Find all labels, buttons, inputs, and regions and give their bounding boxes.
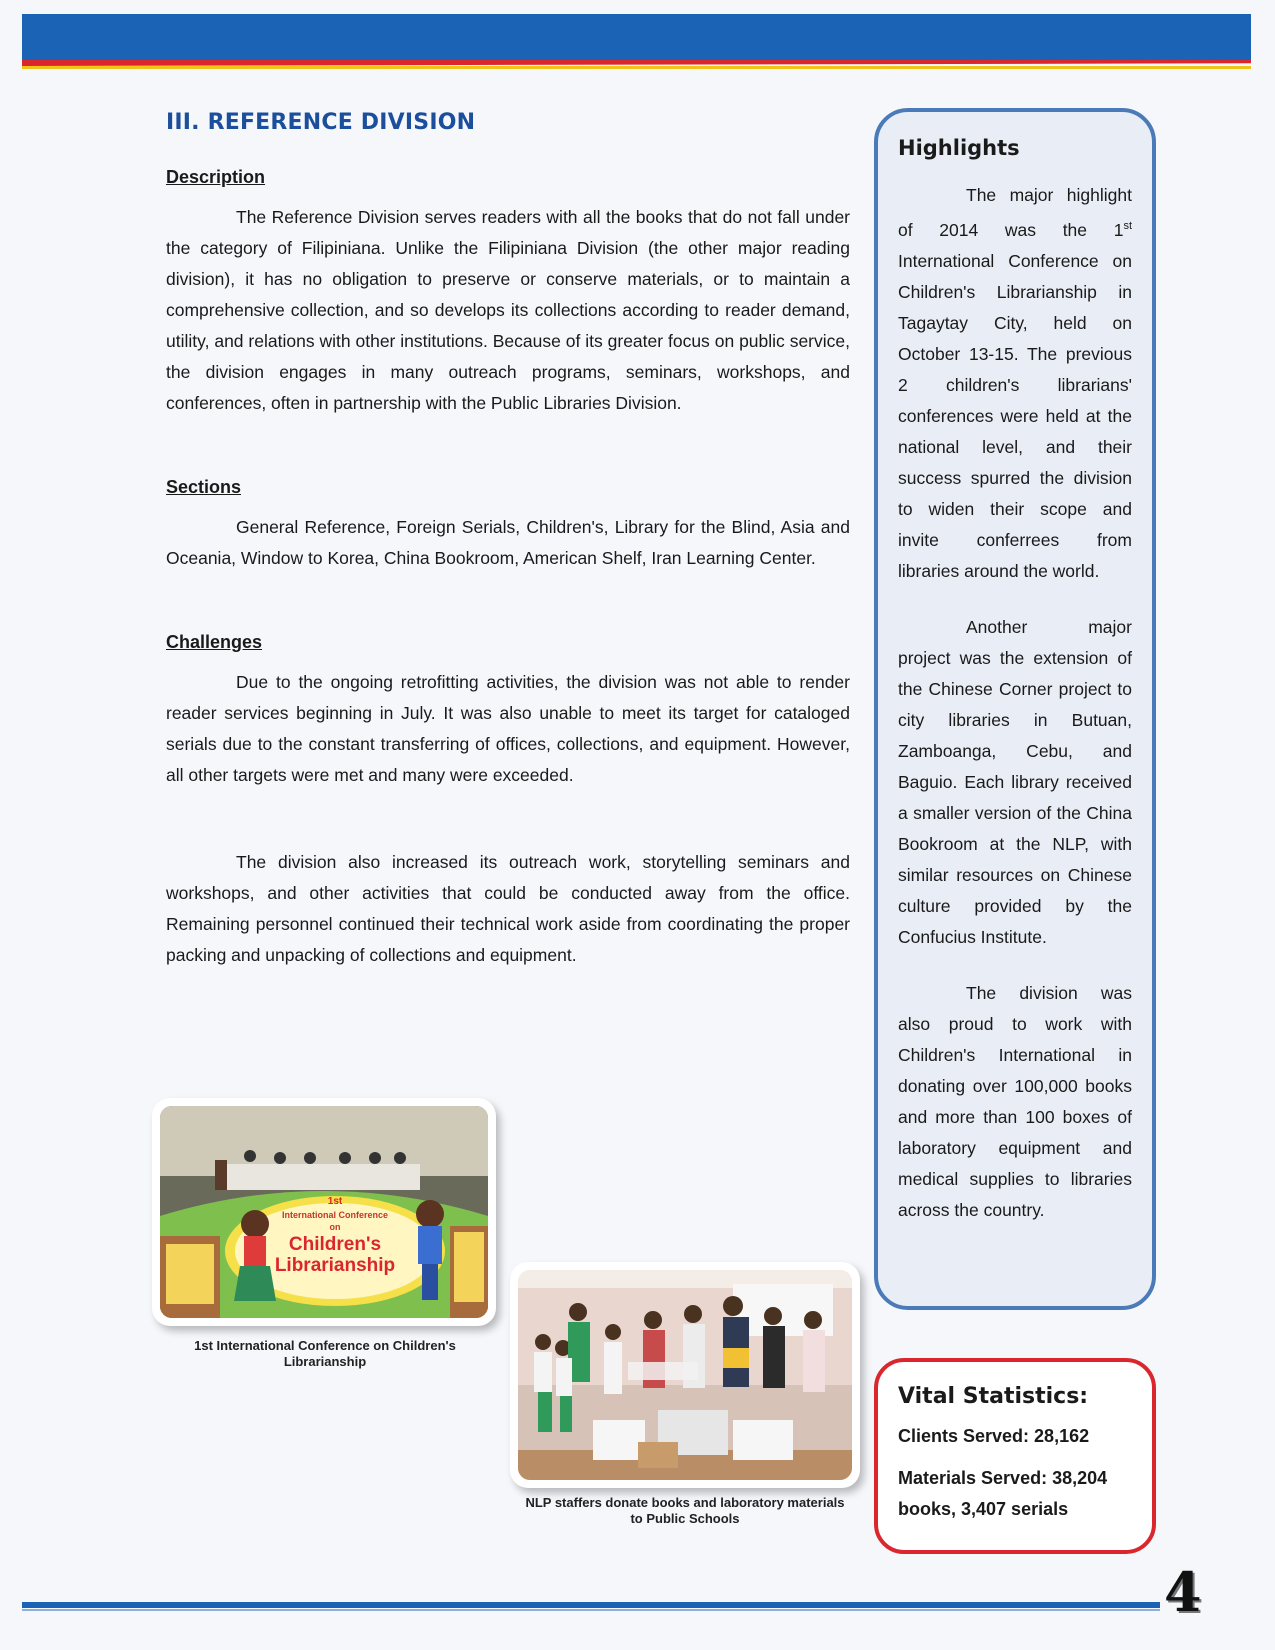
conference-photo [152,1098,496,1326]
main-column [166,110,850,971]
donation-photo-caption: NLP staffers donate books and laboratory materials to Public Schools [525,1495,845,1526]
banner-line-3: Children's [288,1234,382,1255]
highlights-box [874,108,1156,1310]
section-title: III. REFERENCE DIVISION [166,110,476,135]
banner-superscript: 1st [327,1196,343,1207]
highlights-paragraph-3: The division was also proud to work with Children's International in donating over 100,000 books and more than 100 boxes of laboratory equipment and medical supplies to libraries across the country. [898,982,1132,1220]
donation-photo-illustration [518,1270,852,1480]
description-heading: Description [166,167,266,187]
banner-line-2: on [329,1222,341,1232]
highlights-title: Highlights [898,136,1020,160]
vital-statistics-title: Vital Statistics: [898,1384,1089,1409]
page-number: 4 [1164,1560,1202,1624]
materials-served: Materials Served: 38,204 books, 3,407 serials [898,1468,1108,1519]
bottom-rule-thin [22,1609,1160,1611]
banner-line-1: International Conference [281,1210,389,1220]
conference-photo-illustration [160,1106,488,1318]
challenges-paragraph-1: Due to the ongoing retrofitting activities, the division was not able to render reader services beginning in July. It was also unable to meet its target for cataloged serials due to the constant transferring of offices, collections, and equipment. However, all other targets were met and many were exceeded. [166,672,850,785]
challenges-heading: Challenges [166,632,263,652]
sections-text: General Reference, Foreign Serials, Children's, Library for the Blind, Asia and Oceania, Window to Korea, China Bookroom, American Shelf, Iran Learning Center. [166,517,850,568]
conference-photo-caption: 1st International Conference on Children's Librarianship [194,1338,456,1369]
donation-photo [510,1262,860,1488]
highlights-paragraph-2: Another major project was the extension of the Chinese Corner project to city libraries in Butuan, Zamboanga, Cebu, and Baguio. Each library received a smaller version of the China Bookroom at the NLP, with similar resources on Chinese culture provided by the Confucius Institute. [898,616,1132,947]
top-banner [22,14,1251,62]
highlights-paragraph-1: The major highlight of 2014 was the 1st International Conference on Children's Librarianship in Tagaytay City, held on October 13-15. The previous 2 children's librarians' conferences were held at the national level, and their success spurred the division to widen their scope and invite conferrees from libraries around the world. [898,185,1132,581]
top-banner-yellow-stripe [22,66,1251,69]
challenges-paragraph-2: The division also increased its outreach work, storytelling seminars and workshops, and other activities that could be conducted away from the office. Remaining personnel continued their technical work aside from coordinating the proper packing and unpacking of collections and equipment. [166,852,850,965]
description-text: The Reference Division serves readers with all the books that do not fall under the category of Filipiniana. Unlike the Filipiniana Division (the other major reading division), it has no obligation to preserve or conserve materials, or to maintain a comprehensive collection, and so develops its collections according to reader demand, utility, and relations with other institutions. Because of its greater focus on public service, the division engages in many outreach programs, seminars, workshops, and conferences, often in partnership with the Public Libraries Division. [166,207,850,413]
sections-heading: Sections [166,477,242,497]
bottom-rule [22,1602,1160,1608]
banner-line-4: Librarianship [274,1255,396,1276]
vital-statistics-box [874,1358,1156,1554]
clients-served: Clients Served: 28,162 [898,1426,1090,1446]
